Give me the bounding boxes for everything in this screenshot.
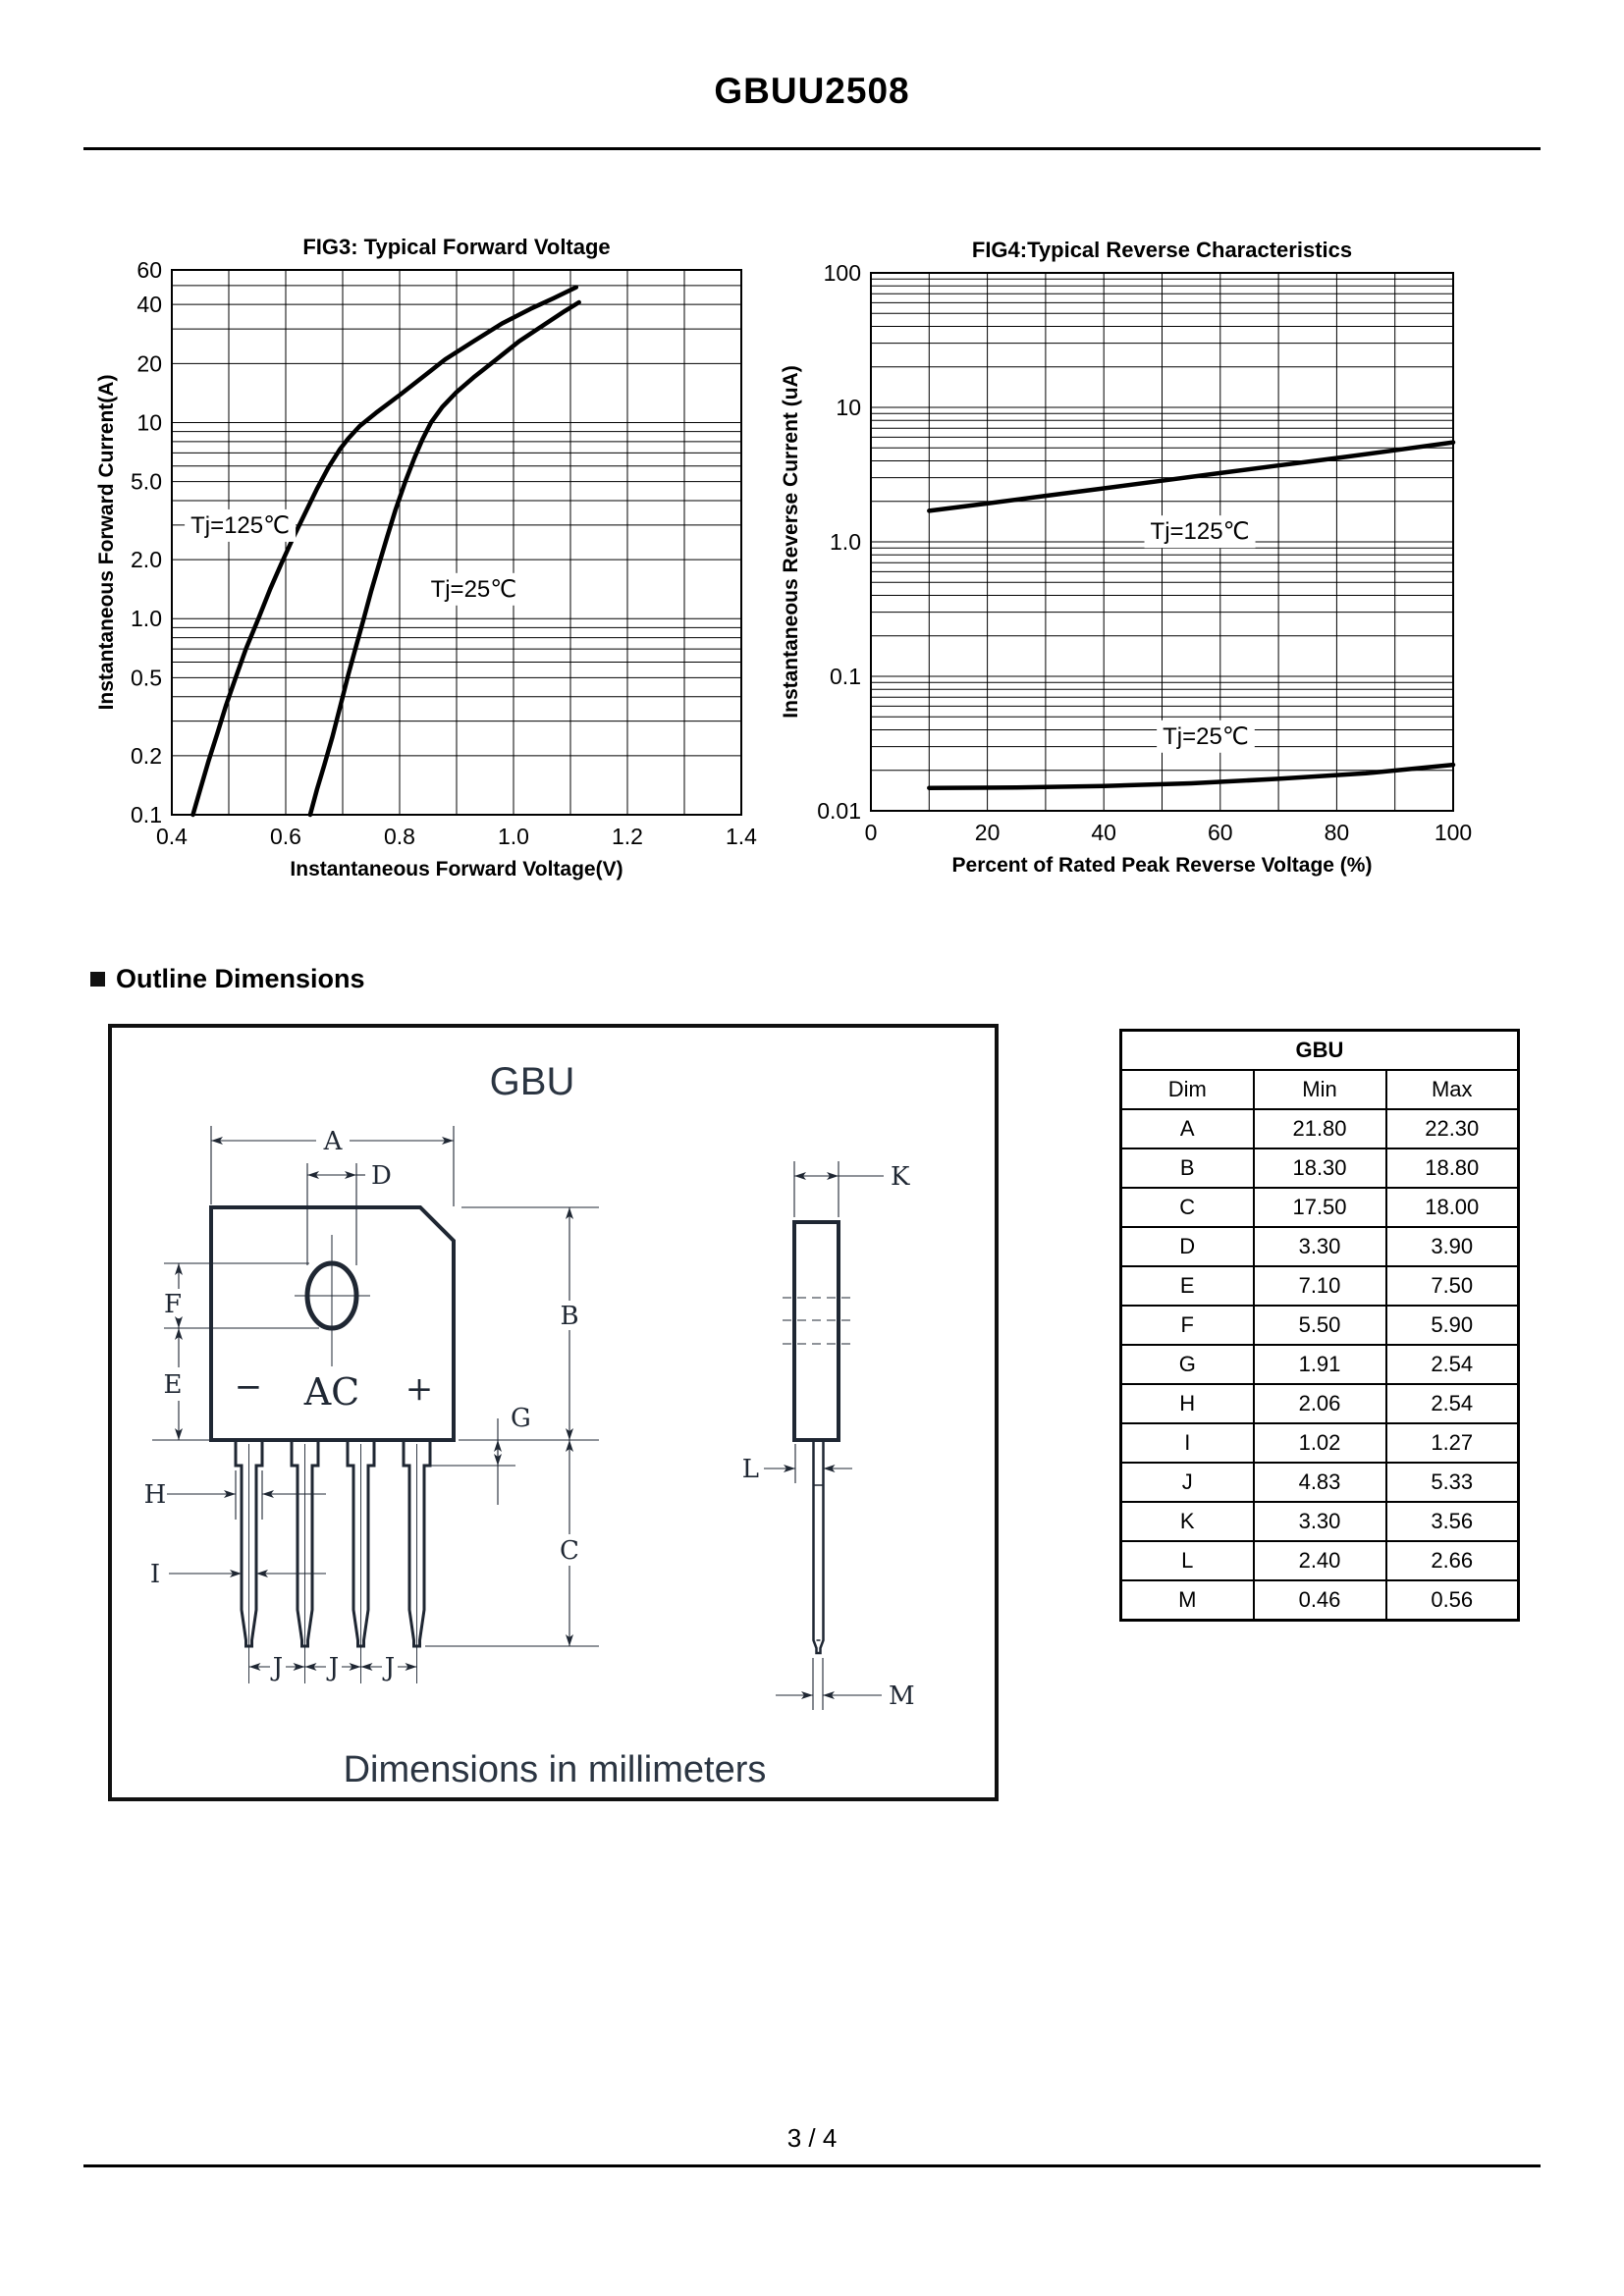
table-cell: 5.90 <box>1386 1306 1519 1345</box>
series-label: Tj=125℃ <box>1150 518 1250 546</box>
table-cell: C <box>1121 1188 1254 1227</box>
table-row <box>1121 1423 1519 1463</box>
table-cell: 5.33 <box>1386 1463 1519 1502</box>
table-cell: D <box>1121 1227 1254 1266</box>
table-cell: 17.50 <box>1254 1188 1386 1227</box>
table-cell: 3.30 <box>1254 1502 1386 1541</box>
chart-title: FIG4:Typical Reverse Characteristics <box>971 238 1353 262</box>
y-tick-label: 0.1 <box>830 664 861 689</box>
table-cell: E <box>1121 1266 1254 1306</box>
y-tick-label: 40 <box>136 292 162 318</box>
table-row <box>1121 1227 1519 1266</box>
y-tick-label: 5.0 <box>131 468 162 495</box>
table-row <box>1121 1109 1519 1148</box>
dim-label-A: A <box>323 1127 343 1156</box>
table-cell: F <box>1121 1306 1254 1345</box>
y-tick-label: 1.0 <box>131 606 162 632</box>
dim-label-M: M <box>889 1682 915 1711</box>
dim-label-J: J <box>328 1653 340 1682</box>
dim-table-header-row <box>1121 1070 1519 1109</box>
table-cell: 3.56 <box>1386 1502 1519 1541</box>
dim-label-J: J <box>384 1653 396 1682</box>
table-cell: 0.46 <box>1254 1580 1386 1621</box>
side-lead <box>814 1440 824 1653</box>
y-tick-label: 1.0 <box>830 529 861 555</box>
gbu-side-view <box>742 1161 915 1711</box>
table-cell: 22.30 <box>1386 1109 1519 1148</box>
series-label: Tj=25℃ <box>1163 722 1249 750</box>
dim-label-B: B <box>560 1302 579 1331</box>
table-cell: M <box>1121 1580 1254 1621</box>
series-label: Tj=25℃ <box>430 575 517 603</box>
x-tick-label: 20 <box>974 820 1001 845</box>
table-row <box>1121 1306 1519 1345</box>
dim-label-E: E <box>163 1370 183 1400</box>
square-bullet-icon <box>90 972 105 987</box>
table-row <box>1121 1502 1519 1541</box>
table-cell: 3.90 <box>1386 1227 1519 1266</box>
table-cell: H <box>1121 1384 1254 1423</box>
table-row <box>1121 1541 1519 1580</box>
dim-label-K: K <box>891 1162 910 1192</box>
dim-label-F: F <box>163 1290 183 1319</box>
dim-label-L: L <box>741 1455 759 1484</box>
dim-table <box>1119 1029 1520 1622</box>
table-cell: 1.27 <box>1386 1423 1519 1463</box>
table-row <box>1121 1463 1519 1502</box>
front-leads <box>236 1440 430 1683</box>
ac-terminal-marking: AC <box>303 1370 360 1414</box>
x-tick-label: 0 <box>864 820 878 845</box>
table-cell: 21.80 <box>1254 1109 1386 1148</box>
fig3-forward-voltage-chart <box>83 211 771 888</box>
table-cell: A <box>1121 1109 1254 1148</box>
side-extension-lines <box>794 1161 839 1710</box>
x-tick-label: 1.2 <box>612 824 643 849</box>
y-tick-label: 2.0 <box>131 547 162 573</box>
table-cell: 1.91 <box>1254 1345 1386 1384</box>
y-axis-title: Instantaneous Forward Current(A) <box>95 374 118 711</box>
y-tick-label: 60 <box>136 257 162 283</box>
table-cell: 2.54 <box>1386 1345 1519 1384</box>
table-cell: 2.54 <box>1386 1384 1519 1423</box>
y-tick-label: 10 <box>136 409 162 436</box>
dim-label-I: I <box>149 1560 161 1589</box>
y-tick-label: 10 <box>836 395 861 420</box>
table-cell: 1.02 <box>1254 1423 1386 1463</box>
dimensions-note: Dimensions in millimeters <box>343 1749 767 1790</box>
x-tick-label: 60 <box>1208 820 1233 845</box>
table-cell: 2.06 <box>1254 1384 1386 1423</box>
dim-label-D: D <box>371 1161 392 1191</box>
x-tick-label: 80 <box>1324 820 1350 845</box>
series-curve-Tj=25℃ <box>929 765 1453 788</box>
table-cell: L <box>1121 1541 1254 1580</box>
chart-title: FIG3: Typical Forward Voltage <box>302 235 611 259</box>
table-row <box>1121 1384 1519 1423</box>
table-cell: B <box>1121 1148 1254 1188</box>
table-row <box>1121 1345 1519 1384</box>
series-curve-Tj=125℃ <box>929 443 1453 511</box>
package-name-label: GBU <box>489 1060 575 1103</box>
y-axis-title: Instantaneous Reverse Current (uA) <box>780 365 802 719</box>
table-cell: 3.30 <box>1254 1227 1386 1266</box>
dim-table-body <box>1121 1109 1519 1621</box>
table-cell: 18.00 <box>1386 1188 1519 1227</box>
x-tick-label: 0.8 <box>384 824 415 849</box>
table-cell: 7.10 <box>1254 1266 1386 1306</box>
dim-table-column-header: Dim <box>1121 1070 1254 1109</box>
table-cell: 18.30 <box>1254 1148 1386 1188</box>
table-row <box>1121 1580 1519 1621</box>
x-tick-label: 40 <box>1091 820 1116 845</box>
table-cell: 0.56 <box>1386 1580 1519 1621</box>
x-tick-label: 1.0 <box>498 824 529 849</box>
x-tick-label: 0.6 <box>270 824 301 849</box>
x-axis-title: Percent of Rated Peak Reverse Voltage (%) <box>951 854 1373 877</box>
table-row <box>1121 1266 1519 1306</box>
table-cell: 18.80 <box>1386 1148 1519 1188</box>
side-body-outline <box>794 1222 839 1440</box>
table-cell: I <box>1121 1423 1254 1463</box>
dim-label-C: C <box>560 1536 579 1566</box>
series-label: Tj=125℃ <box>190 511 291 539</box>
x-tick-label: 0.4 <box>156 824 188 849</box>
table-cell: 4.83 <box>1254 1463 1386 1502</box>
x-tick-label: 1.4 <box>726 824 757 849</box>
series-curve-Tj=25℃ <box>310 302 579 815</box>
dim-table-column-header: Max <box>1386 1070 1519 1109</box>
table-cell: K <box>1121 1502 1254 1541</box>
dim-table-title: GBU <box>1121 1031 1519 1071</box>
table-cell: 5.50 <box>1254 1306 1386 1345</box>
y-tick-label: 100 <box>823 260 861 286</box>
table-row <box>1121 1188 1519 1227</box>
extension-lines <box>149 1126 599 1646</box>
y-tick-label: 0.2 <box>131 742 162 769</box>
package-outline-drawing <box>108 1024 999 1801</box>
footer-rule <box>83 2164 1541 2167</box>
y-tick-label: 0.5 <box>131 665 162 691</box>
table-cell: G <box>1121 1345 1254 1384</box>
gbu-front-view <box>144 1126 599 1683</box>
table-cell: J <box>1121 1463 1254 1502</box>
dim-label-J: J <box>272 1653 284 1682</box>
y-tick-label: 20 <box>136 350 162 377</box>
fig4-reverse-characteristics-chart <box>766 211 1532 888</box>
minus-terminal-marking: − <box>234 1367 263 1407</box>
outline-section-header <box>90 964 365 994</box>
x-axis-title: Instantaneous Forward Voltage(V) <box>290 858 623 881</box>
y-tick-label: 0.01 <box>817 798 861 824</box>
y-tick-label: 0.1 <box>131 802 162 828</box>
table-row <box>1121 1148 1519 1188</box>
dim-label-G: G <box>511 1404 531 1433</box>
outline-box-border <box>110 1026 997 1799</box>
table-cell: 7.50 <box>1386 1266 1519 1306</box>
dim-table-column-header: Min <box>1254 1070 1386 1109</box>
plus-terminal-marking: + <box>405 1369 434 1409</box>
outline-section-title: Outline Dimensions <box>116 964 365 993</box>
page-title: GBUU2508 <box>714 71 910 111</box>
table-cell: 2.40 <box>1254 1541 1386 1580</box>
table-cell: 2.66 <box>1386 1541 1519 1580</box>
header-rule <box>83 147 1541 150</box>
dim-label-H: H <box>143 1480 167 1510</box>
x-tick-label: 100 <box>1434 820 1473 845</box>
page-number: 3 / 4 <box>786 2123 838 2153</box>
